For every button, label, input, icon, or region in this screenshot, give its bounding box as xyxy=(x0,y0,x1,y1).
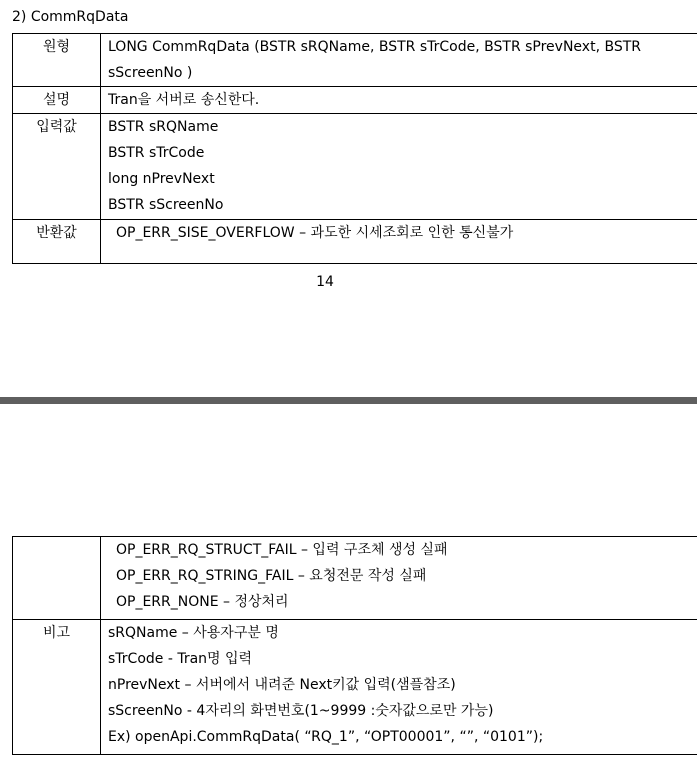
prototype-line: LONG CommRqData (BSTR sRQName, BSTR sTrCode, BSTR sPrevNext, BSTR xyxy=(108,39,641,55)
table-row-description xyxy=(13,87,697,114)
remark-line: sRQName – 사용자구분 명 xyxy=(108,625,279,641)
remark-line: sScreenNo - 4자리의 화면번호(1~9999 :숫자값으로만 가능) xyxy=(108,703,494,719)
description-line: Tran을 서버로 송신한다. xyxy=(108,92,260,108)
table-row-return-values-continued xyxy=(13,537,697,620)
value-prototype xyxy=(101,34,697,87)
value-remarks xyxy=(101,620,697,755)
table-row-return-values xyxy=(13,220,697,264)
remark-line: sTrCode - Tran명 입력 xyxy=(108,651,253,667)
label-description: 설명 xyxy=(13,87,101,114)
label-remarks: 비고 xyxy=(13,620,101,755)
table-row-remarks xyxy=(13,620,697,755)
remark-line: Ex) openApi.CommRqData( “RQ_1”, “OPT00001”, “”, “0101”); xyxy=(108,729,544,745)
return-code-line: OP_ERR_SISE_OVERFLOW – 과도한 시세조회로 인한 통신불가 xyxy=(116,225,514,241)
return-code-line: OP_ERR_NONE – 정상처리 xyxy=(116,594,289,610)
input-param-line: BSTR sRQName xyxy=(108,119,219,135)
page-break-divider xyxy=(0,397,697,404)
input-param-line: BSTR sScreenNo xyxy=(108,197,224,213)
label-input-values: 입력값 xyxy=(13,114,101,220)
api-spec-table-top xyxy=(12,33,697,264)
value-description xyxy=(101,87,697,114)
api-spec-table-continued xyxy=(12,536,697,755)
value-return-values-continued xyxy=(101,537,697,620)
label-empty xyxy=(13,537,101,620)
table-row-prototype xyxy=(13,34,697,87)
label-prototype: 원형 xyxy=(13,34,101,87)
table-row-input-values xyxy=(13,114,697,220)
section-title: 2) CommRqData xyxy=(12,9,129,25)
input-param-line: BSTR sTrCode xyxy=(108,145,205,161)
input-param-line: long nPrevNext xyxy=(108,171,215,187)
value-input-values xyxy=(101,114,697,220)
prototype-line: sScreenNo ) xyxy=(108,65,193,81)
value-return-values xyxy=(101,220,697,264)
page-number: 14 xyxy=(316,274,334,290)
return-code-line: OP_ERR_RQ_STRUCT_FAIL – 입력 구조체 생성 실패 xyxy=(116,542,448,558)
label-return-values: 반환값 xyxy=(13,220,101,264)
return-code-line: OP_ERR_RQ_STRING_FAIL – 요청전문 작성 실패 xyxy=(116,568,427,584)
remark-line: nPrevNext – 서버에서 내려준 Next키값 입력(샘플참조) xyxy=(108,677,456,693)
